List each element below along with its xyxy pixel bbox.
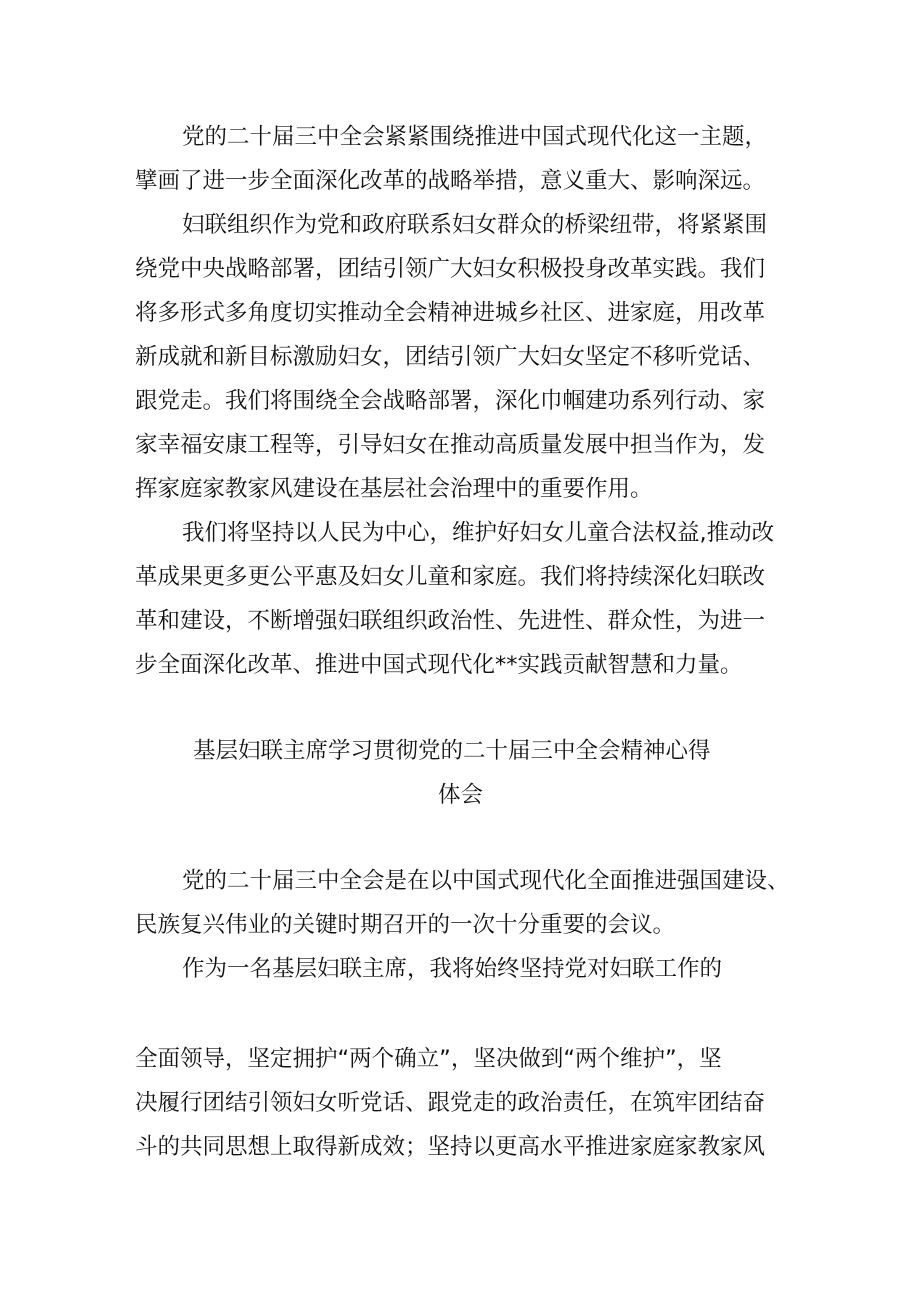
paragraph-line: 步全面深化改革、推进中国式现代化**实践贡献智慧和力量。 — [135, 652, 743, 678]
paragraph-line: 全面领导，坚定拥护“两个确立”，坚决做到“两个维护”，坚 — [135, 1046, 722, 1072]
paragraph-line: 决履行团结引领妇女听党话、跟党走的政治责任，在筑牢团结奋 — [135, 1090, 766, 1116]
paragraph-line: 党的二十届三中全会紧紧围绕推进中国式现代化这一主题， — [182, 124, 768, 150]
paragraph-line: 将多形式多角度切实推动全会精神进城乡社区、进家庭，用改革 — [135, 300, 766, 326]
paragraph-line: 跟党走。我们将围绕全会战略部署，深化巾帼建功系列行动、家 — [135, 388, 766, 414]
paragraph-line: 妇联组织作为党和政府联系妇女群众的桥梁纽带，将紧紧围 — [182, 212, 768, 238]
paragraph-line: 挥家庭家教家风建设在基层社会治理中的重要作用。 — [135, 476, 653, 502]
paragraph-line: 新成就和新目标激励妇女，团结引领广大妇女坚定不移听党话、 — [135, 344, 766, 370]
paragraph-line: 擘画了进一步全面深化改革的战略举措，意义重大、影响深远。 — [135, 168, 766, 194]
article-title-continued: 体会 — [438, 782, 484, 808]
paragraph-line: 绕党中央战略部署，团结引领广大妇女积极投身改革实践。我们 — [135, 256, 766, 282]
paragraph-line: 革成果更多更公平惠及妇女儿童和家庭。我们将持续深化妇联改 — [135, 564, 766, 590]
paragraph-line: 我们将坚持以人民为中心，维护好妇女儿童合法权益,推动改 — [182, 520, 775, 546]
paragraph-line: 斗的共同思想上取得新成效；坚持以更高水平推进家庭家教家风 — [135, 1134, 766, 1160]
paragraph-line: 家幸福安康工程等，引导妇女在推动高质量发展中担当作为，发 — [135, 432, 766, 458]
article-title: 基层妇联主席学习贯彻党的二十届三中全会精神心得 — [193, 738, 711, 764]
paragraph-line: 党的二十届三中全会是在以中国式现代化全面推进强国建设、 — [182, 868, 790, 894]
paragraph-line: 作为一名基层妇联主席，我将始终坚持党对妇联工作的 — [182, 956, 723, 982]
paragraph-line: 革和建设，不断增强妇联组织政治性、先进性、群众性，为进一 — [135, 608, 766, 634]
paragraph-line: 民族复兴伟业的关键时期召开的一次十分重要的会议。 — [135, 912, 676, 938]
